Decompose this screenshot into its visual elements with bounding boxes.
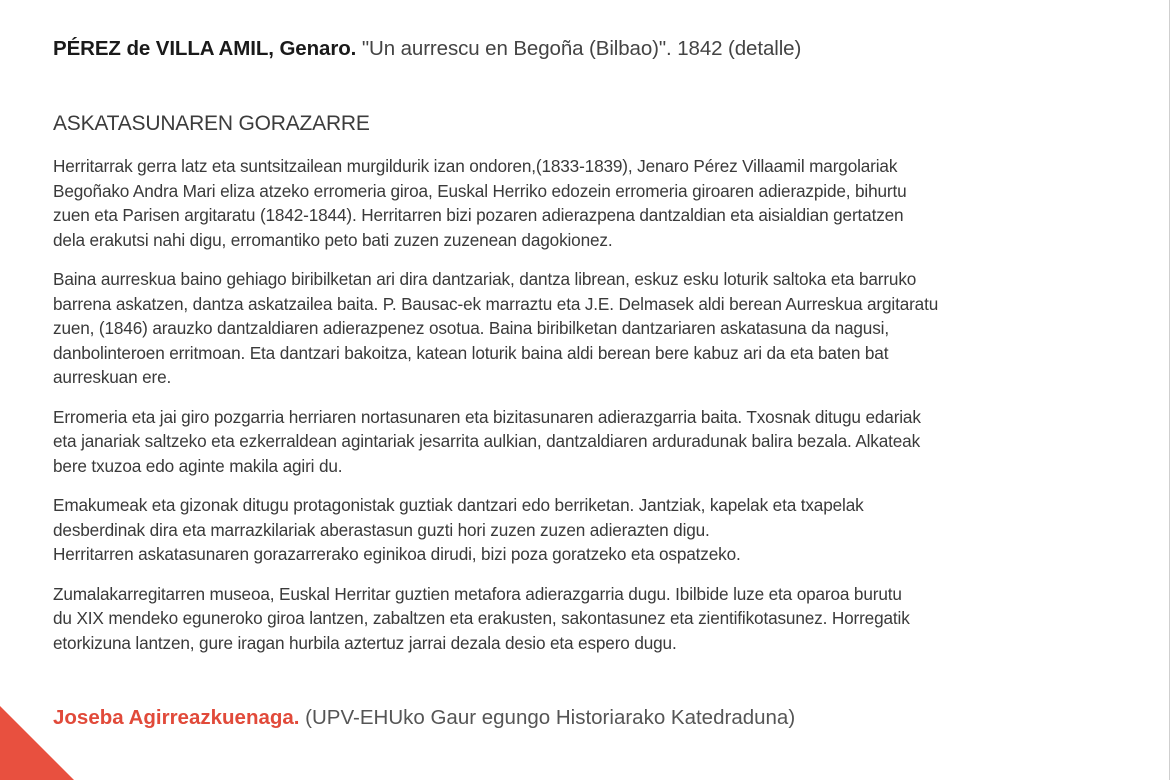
text-line: dela erakutsi nahi digu, erromantiko peto bati zuzen zuzenean dagokionez. bbox=[53, 229, 613, 250]
text-line: danbolinteroen erritmoan. Eta dantzari bakoitza, katean loturik baina aldi berean bere kabuz ari da eta baten bat bbox=[53, 342, 889, 363]
text-line: Herritarren askatasunaren gorazarrerako eginikoa dirudi, bizi poza goratzeko eta ospatzeko. bbox=[53, 544, 741, 564]
text-line: du XIX mendeko eguneroko giroa lantzen, zabaltzen eta erakusten, sakontasunez eta zientifikotasunez. Horregatik bbox=[53, 608, 910, 628]
text-line: bere txuzoa edo aginte makila agiri du. bbox=[53, 455, 343, 476]
signature bbox=[53, 706, 795, 730]
paragraph-3 bbox=[53, 405, 1128, 479]
text-line: zuen, (1846) arauzko dantzaldiaren adierazpenez osotua. Baina biribilketan dantzariaren askatasuna da nagusi, bbox=[53, 318, 889, 338]
text-line: Herritarrak gerra latz eta suntsitzailean murgildurik izan ondoren,(1833-1839), Jenaro Pérez Villaamil margolariak bbox=[53, 156, 898, 176]
text-line: zuen eta Parisen argitaratu (1842-1844). Herritarren bizi pozaren adierazpena dantzaldian eta aisialdian gertatzen bbox=[53, 205, 904, 225]
artwork-caption bbox=[53, 37, 801, 61]
text-line: aurreskuan ere. bbox=[53, 367, 172, 387]
signature-role: (UPV-EHUko Gaur egungo Historiarako Katedraduna) bbox=[299, 706, 796, 729]
text-line: desberdinak dira eta marrazkilariak aberastasun guzti hori zuzen zuzen adierazten digu. bbox=[53, 519, 710, 540]
paragraph-4 bbox=[53, 493, 1128, 567]
text-line: Erromeria eta jai giro pozgarria herriaren nortasunaren eta bizitasunaren adierazgarria baita. Txosnak ditugu edariak bbox=[53, 406, 921, 427]
text-line: eta janariak saltzeko eta ezkerraldean agintariak jesarrita aulkian, dantzaldiaren arduradunak balira bezala. Alkateak bbox=[53, 431, 921, 451]
paragraph-5 bbox=[53, 582, 1128, 656]
text-line: barrena askatzen, dantza askatzailea baita. P. Bausac-ek marraztu eta J.E. Delmasek aldi berean Aurreskua argitaratu bbox=[53, 293, 939, 314]
paragraph-2 bbox=[53, 267, 1128, 390]
artist-name: PÉREZ de VILLA AMIL, Genaro. bbox=[53, 37, 357, 60]
section-title: ASKATASUNAREN GORAZARRE bbox=[53, 112, 370, 135]
text-line: Emakumeak eta gizonak ditugu protagonistak guztiak dantzari edo berriketan. Jantziak, kapelak eta txapelak bbox=[53, 495, 864, 515]
article-body bbox=[53, 154, 1128, 670]
text-line: etorkizuna lantzen, gure iragan hurbila aztertuz jarrai dezala desio eta espero dugu. bbox=[53, 632, 677, 653]
signature-name: Joseba Agirreazkuenaga. bbox=[53, 706, 300, 729]
corner-triangle-decoration bbox=[0, 700, 80, 780]
paragraph-1 bbox=[53, 154, 1128, 252]
artwork-title: "Un aurrescu en Begoña (Bilbao)". 1842 (detalle) bbox=[356, 37, 802, 60]
text-line: Begoñako Andra Mari eliza atzeko erromeria giroa, Euskal Herriko edozein erromeria giroaren adierazpide, bihurtu bbox=[53, 180, 907, 201]
text-line: Zumalakarregitarren museoa, Euskal Herritar guztien metafora adierazgarria dugu. Ibilbide luze eta oparoa burutu bbox=[53, 583, 902, 604]
text-line: Baina aurreskua baino gehiago biribilketan ari dira dantzariak, dantza librean, eskuz esku loturik saltoka eta barruko bbox=[53, 269, 917, 289]
